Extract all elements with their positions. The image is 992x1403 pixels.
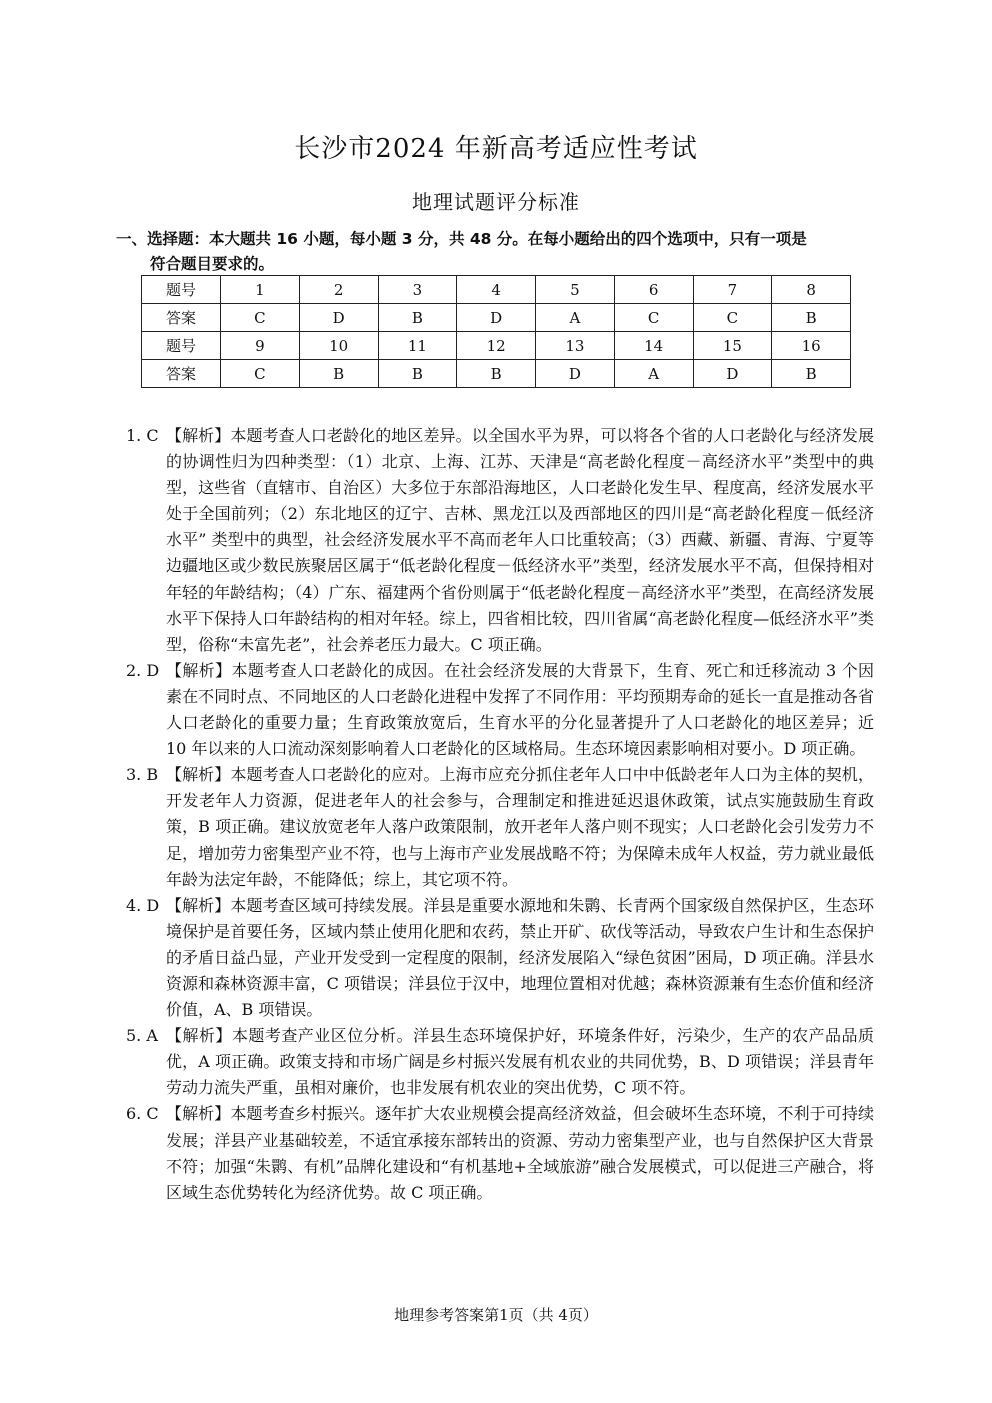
table-cell: 2 bbox=[299, 276, 378, 304]
item-text: 【解析】本题考查人口老龄化的地区差异。以全国水平为界，可以将各个省的人口老龄化与经济发展的协调性归为四种类型：（1）北京、上海、江苏、天津是“高老龄化程度－高经济水平”类型中的典型，这些省（直辖市、自治区）大多位于东部沿海地区，人口老龄化发生早、程度高，经济发展水平处于全国前列；（2）东北地区的辽宁、吉林、黑龙江以及西部地区的四川是“高老龄化程度－低经济水平” 类型中的典型，社会经济发展水平不高而老年人口比重较高；（3）西藏、新疆、青海、宁夏等边疆地区或少数民族聚居区属于“低老龄化程度－低经济水平”类型，经济发展水平不高，但保持相对年轻的年龄结构；（4）广东、福建两个省份则属于“低老龄化程度－高经济水平”类型，在高经济发展水平下保持人口年龄结构的相对年轻。综上，四省相比较，四川省属“高老龄化程度—低经济水平”类型，俗称“未富先老”，社会养老压力最大。C 项正确。 bbox=[166, 426, 874, 654]
item-number: 4. D bbox=[126, 895, 160, 915]
table-cell: B bbox=[772, 304, 851, 332]
table-cell: 15 bbox=[693, 332, 772, 360]
table-cell: 1 bbox=[221, 276, 300, 304]
answer-table bbox=[141, 275, 851, 388]
table-cell: D bbox=[693, 360, 772, 388]
table-cell: 10 bbox=[299, 332, 378, 360]
item-number: 6. C bbox=[126, 1104, 159, 1124]
page-title: 长沙市2024 年新高考适应性考试 bbox=[294, 134, 698, 164]
section-heading-line1: 一、选择题：本大题共 16 小题，每小题 3 分，共 48 分。在每小题给出的四个选项中，只有一项是 bbox=[116, 230, 807, 248]
table-cell: D bbox=[457, 304, 536, 332]
page-footer: 地理参考答案第1页（共 4页） bbox=[394, 1306, 598, 1324]
list-item bbox=[126, 658, 874, 762]
table-cell: 题号 bbox=[142, 332, 221, 360]
item-number: 1. C bbox=[126, 426, 159, 445]
table-cell: 答案 bbox=[142, 304, 221, 332]
table-cell: 11 bbox=[378, 332, 457, 360]
table-cell: 13 bbox=[536, 332, 615, 360]
table-cell: C bbox=[693, 304, 772, 332]
table-cell: A bbox=[614, 360, 693, 388]
table-row bbox=[142, 304, 851, 332]
section-heading-line2: 符合题目要求的。 bbox=[150, 255, 275, 273]
table-cell: 5 bbox=[536, 276, 615, 304]
list-item bbox=[126, 423, 874, 658]
table-cell: B bbox=[299, 360, 378, 388]
item-text: 【解析】本题考查人口老龄化的应对。上海市应充分抓住老年人口中中低龄老年人口为主体的契机，开发老年人力资源，促进老年人的社会参与，合理制定和推进延迟退休政策，试点实施鼓励生育政策，B 项正确。建议放宽老年人落户政策限制，放开老年人落户则不现实；人口老龄化会引发劳力不足，增加劳力密集型产业不符，也与上海市产业发展战略不符；为保障未成年人权益，劳力就业最低年龄为法定年龄，不能降低；综上，其它项不符。 bbox=[166, 765, 874, 889]
table-cell: 4 bbox=[457, 276, 536, 304]
table-cell: 8 bbox=[772, 276, 851, 304]
table-cell: A bbox=[536, 304, 615, 332]
item-number: 2. D bbox=[126, 660, 160, 680]
item-number: 3. B bbox=[126, 765, 159, 785]
table-cell: 6 bbox=[614, 276, 693, 304]
page-subtitle: 地理试题评分标准 bbox=[412, 190, 580, 214]
table-cell: B bbox=[378, 304, 457, 332]
item-text: 【解析】本题考查产业区位分析。洋县生态环境保护好，环境条件好，污染少，生产的农产品品质优，A 项正确。政策支持和市场广阔是乡村振兴发展有机农业的共同优势，B、D 项错误；洋县青年劳动力流失严重，虽相对廉价，也非发展有机农业的突出优势，C 项不符。 bbox=[166, 1026, 874, 1098]
table-row bbox=[142, 276, 851, 304]
table-cell: B bbox=[772, 360, 851, 388]
table-cell: D bbox=[299, 304, 378, 332]
table-cell: 16 bbox=[772, 332, 851, 360]
section-heading bbox=[116, 227, 886, 277]
table-cell: 题号 bbox=[142, 276, 221, 304]
table-cell: 12 bbox=[457, 332, 536, 360]
table-cell: 3 bbox=[378, 276, 457, 304]
list-item bbox=[126, 1023, 874, 1101]
table-cell: C bbox=[221, 360, 300, 388]
table-cell: C bbox=[614, 304, 693, 332]
table-cell: 答案 bbox=[142, 360, 221, 388]
item-text: 【解析】本题考查乡村振兴。逐年扩大农业规模会提高经济效益，但会破坏生态环境，不利于可持续发展；洋县产业基础较差，不适宜承接东部转出的资源、劳动力密集型产业，也与自然保护区大背景不符；加强“朱鹮、有机”品牌化建设和“有机基地+全域旅游”融合发展模式，可以促进三产融合，将区域生态优势转化为经济优势。故 C 项正确。 bbox=[166, 1104, 874, 1202]
table-cell: 7 bbox=[693, 276, 772, 304]
table-cell: 9 bbox=[221, 332, 300, 360]
table-cell: B bbox=[378, 360, 457, 388]
table-cell: C bbox=[221, 304, 300, 332]
list-item bbox=[126, 762, 874, 892]
table-cell: B bbox=[457, 360, 536, 388]
explanations bbox=[126, 423, 874, 1206]
item-text: 【解析】本题考查人口老龄化的成因。在社会经济发展的大背景下，生育、死亡和迁移流动 3 个因素在不同时点、不同地区的人口老龄化进程中发挥了不同作用：平均预期寿命的延长一直是推动各省人口老龄化的重要力量；生育政策放宽后，生育水平的分化显著提升了人口老龄化的地区差异；近 10 年以来的人口流动深刻影响着人口老龄化的区域格局。生态环境因素影响相对要小。D 项正确。 bbox=[166, 660, 874, 759]
item-text: 【解析】本题考查区域可持续发展。洋县是重要水源地和朱鹮、长青两个国家级自然保护区，生态环境保护是首要任务，区域内禁止使用化肥和农药，禁止开矿、砍伐等活动，导致农户生计和生态保护的矛盾日益凸显，产业开发受到一定程度的限制，经济发展陷入“绿色贫困”困局，D 项正确。洋县水资源和森林资源丰富，C 项错误；洋县位于汉中，地理位置相对优越；森林资源兼有生态价值和经济价值，A、B 项错误。 bbox=[166, 895, 874, 1020]
table-cell: 14 bbox=[614, 332, 693, 360]
table-row bbox=[142, 332, 851, 360]
list-item bbox=[126, 893, 874, 1023]
table-cell: D bbox=[536, 360, 615, 388]
item-number: 5. A bbox=[126, 1026, 158, 1046]
table-row bbox=[142, 360, 851, 388]
list-item bbox=[126, 1101, 874, 1205]
